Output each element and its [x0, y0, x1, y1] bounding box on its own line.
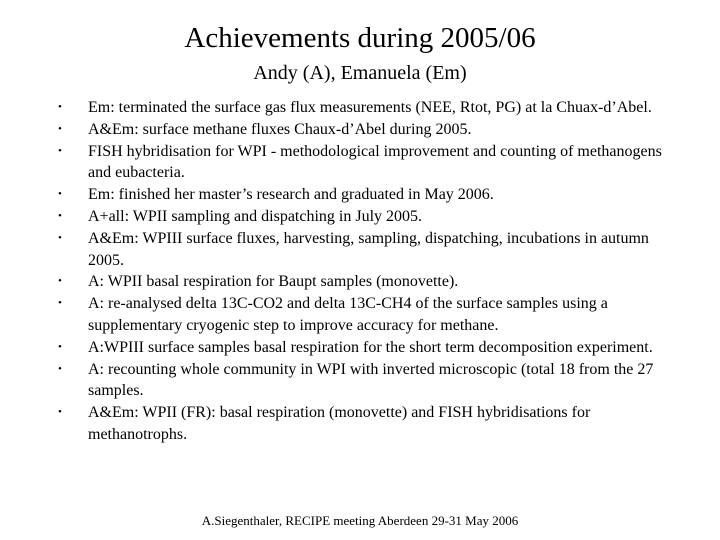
bullet-text: FISH hybridisation for WPI - methodological improvement and counting of methanogens and eubacteria. — [88, 142, 662, 182]
bullet-icon: • — [58, 340, 62, 353]
bullet-text: A: re-analysed delta 13C-CO2 and delta 13C-CH4 of the surface samples using a supplementary cryogenic step to improve accuracy for methane. — [88, 295, 608, 334]
bullet-item — [0, 337, 720, 359]
bullet-icon: • — [58, 101, 62, 113]
bullet-list — [0, 97, 720, 446]
bullet-text: Em: finished her master’s research and graduated in May 2006. — [88, 186, 494, 204]
bullet-text: A&Em: WPIII surface fluxes, harvesting, sampling, dispatching, incubations in autumn 2005. — [88, 229, 649, 269]
bullet-text: A: WPII basal respiration for Baupt samples (monovette). — [88, 273, 459, 291]
bullet-icon: • — [58, 188, 62, 201]
bullet-item — [0, 206, 720, 228]
slide-subtitle: Andy (A), Emanuela (Em) — [253, 62, 467, 84]
bullet-icon: • — [58, 362, 62, 375]
bullet-icon: • — [58, 122, 62, 135]
bullet-text: A: recounting whole community in WPI with inverted microscopic (total 18 from the 27 samples. — [88, 360, 654, 400]
bullet-text: A&Em: surface methane fluxes Chaux-d’Abel during 2005. — [88, 120, 472, 138]
bullet-text: A:WPIII surface samples basal respiration for the short term decomposition experiment. — [88, 338, 653, 356]
bullet-icon: • — [58, 406, 62, 419]
bullet-text: A&Em: WPII (FR): basal respiration (monovette) and FISH hybridisations for methanotrophs. — [88, 404, 591, 443]
bullet-icon: • — [58, 231, 62, 244]
bullet-item — [0, 184, 720, 206]
bullet-item — [0, 119, 720, 141]
slide-footer: A.Siegenthaler, RECIPE meeting Aberdeen 29-31 May 2006 — [201, 513, 519, 528]
bullet-text: Em: terminated the surface gas flux measurements (NEE, Rtot, PG) at la Chuax-d’Abel. — [88, 99, 652, 116]
bullet-icon: • — [58, 275, 62, 288]
bullet-icon: • — [58, 144, 62, 157]
bullet-item — [0, 359, 720, 403]
bullet-item — [0, 97, 720, 119]
bullet-item — [0, 271, 720, 293]
bullet-text: A+all: WPII sampling and dispatching in July 2005. — [88, 207, 423, 225]
slide-title: Achievements during 2005/06 — [184, 22, 536, 54]
bullet-item — [0, 141, 720, 185]
bullet-item — [0, 402, 720, 446]
bullet-item — [0, 293, 720, 337]
bullet-icon: • — [58, 297, 62, 310]
bullet-item — [0, 228, 720, 272]
bullet-icon: • — [58, 209, 62, 222]
